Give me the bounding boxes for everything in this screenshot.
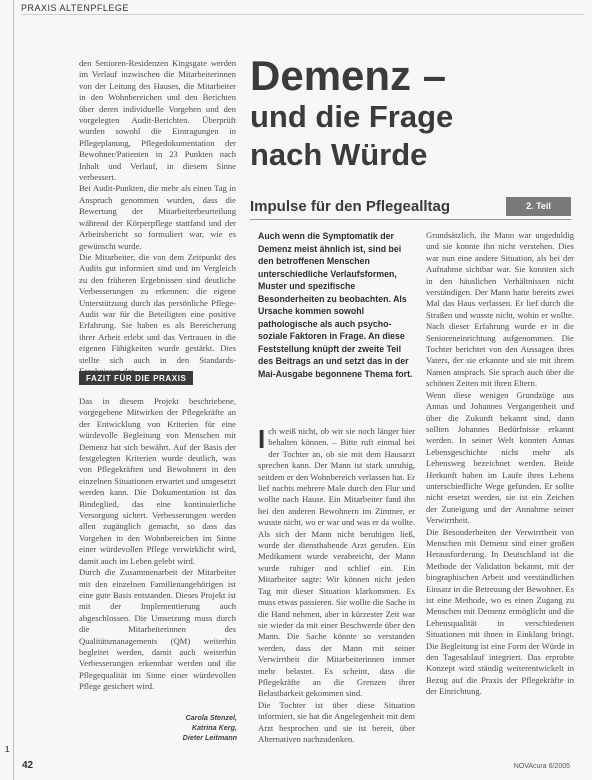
middle-paragraph-2: Die Tochter ist über diese Situation informiert, sie hat die Angelegenheit mit dem Arzt besprochen und sie ist bereit, über Alternativen nachzudenken.: [258, 699, 415, 744]
title-line-1: Demenz –: [250, 52, 447, 99]
middle-paragraph-1-text: ch weiß nicht, ob wir sie noch länger hier behalten können. – Bitte ruft einmal bei der Tochter an, ob sie mit dem Hausarzt sprechen kann. Der Mann ist stark unruhig, seitdem er den Wohnbereich verlassen hat. Er lief nachts mehrere Male durch den Flur und wollte nach Hause. Ein Mitarbeiter fand ihn bei den anderen Bewohnern im Zimmer, er wusste nicht, wo er war und was er da wollte. Als sich der Mann nicht beruhigen ließ, wurde der diensthabende Arzt gerufen. Ein Medikament wurde verabreicht, der Mann wurde ruhiger und schlief ein. Ein Mitarbeiter sagte: Wir können nicht jeden Tag mit dieser Situation klarkommen. Es muss etwas passieren. Sie wollte die Sache in die Hand nehmen, aber in kürzester Zeit war sie wieder da mit einer Beschwerde über den Mann. Die Sache könnte so verstanden werden, dass der Mann mit seiner Verwirrtheit die Mitarbeiterinnen immer mehr belastet. Es scheint, dass die Pflegekräfte an die Grenzen ihrer Belastbarkeit gekommen sind.: [258, 426, 415, 699]
fazit-heading: FAZIT FÜR DIE PRAXIS: [79, 371, 193, 385]
middle-paragraph-1: [258, 426, 415, 700]
left-paragraph-2: Bei Audit-Punkten, die mehr als einen Tag in Anspruch genommen wurden, dass die Bewertung der Mitarbeiterbeurteilung während der Körperpflege stattfand und der Arbeitsbericht so formuliert war, wie es gewünscht wurde.: [79, 183, 236, 251]
author-name: Carola Stenzel,: [185, 713, 237, 722]
title-line-3: nach Würde: [250, 137, 428, 172]
right-paragraph-2: Wenn diese wenigen Grundzüge aus Annas und Johannes Vergangenheit und über die Zukunft bekannt sind, dann sollten Johannes Bedürfnisse erkannt werden. In seiner Welt konnten Annas Lebensgeschichte nicht mehr als Lebensweg bezeichnet werden. Beide Herkunft haben im Laufe ihres Lebens unterschiedliche Wege gefunden. Er sollte nicht ersetzt werden, sie ist ein Zeichen der Zuneigung und der Annahme seiner Verwirrtheit.: [426, 389, 574, 526]
part-badge: 2. Teil: [506, 197, 571, 216]
right-column: [426, 230, 574, 698]
author-name: Katrina Kerg,: [191, 723, 237, 732]
author-list: [135, 713, 237, 743]
fazit-paragraph-1: Das in diesem Projekt beschriebene, vorgegebene Mitwirken der Pflegekräfte an der Entwicklung von Kriterien für eine würdevolle Begleitung von Menschen mit Demenz hat sich bewährt. Auf der Basis der festgelegten Kriterien wurde deutlich, was von Pflegekräften und Bewohnern in den einzelnen Situationen erwartet und umgesetzt werden kann. Die Dokumentation ist das Bindeglied, das eine kontinuierliche Versorgung sichert. Verbesserungen werden allen zugänglich gemacht, so dass das Vorgehen in den Wohnbereichen im Sinne einer würdevollen Pflege verwirklicht wird, damit auch im Leben gelebt wird.: [79, 396, 236, 566]
article-title: [250, 52, 580, 173]
fazit-paragraph-2: Durch die Zusammenarbeit der Mitarbeiter mit den einzelnen Familienangehörigen ist eine gute Basis entstanden. Dieses Projekt ist mit der Implementierung auch abgeschlossen. Die Umsetzung muss durch die Mitarbeiterinnen des Qualitätsmanagements (QM) weiterhin begleitet werden, damit auch weiterhin Verbesserungen erkennbar werden und die Pflegequalität im Sinne einer würdevollen Pflege gesichert wird.: [79, 567, 236, 692]
author-name: Dieter Leitmann: [182, 733, 237, 742]
page-number: 42: [22, 760, 34, 771]
article-intro: Auch wenn die Symptomatik der Demenz meist ähnlich ist, sind bei den betroffenen Menschen unterschiedliche Verlaufsformen, Muster und spezifische Besonderheiten zu beobachten. Als Ursache kommen sowohl pathologische als auch psycho-soziale Faktoren in Frage. An diese Feststellung knüpft der zweite Teil des Beitrags an und setzt das in der Mai-Ausgabe begonnene Thema fort.: [258, 231, 413, 379]
fazit-column: [79, 396, 236, 693]
right-paragraph-1: Grundsätzlich, ihr Mann war ungeduldig und sie konnte ihn nicht verstehen. Dies war nun eine andere Situation, als bei der Aufnahme sichtbar war. Sie konnten sich in den häuslichen Verhältnissen nicht verständigen. Der Mann hatte bereits zwei Mal das Haus verlassen. Er lief durch die Straßen und wusste nicht, wohin er wollte. Nach dieser Erfahrung wurde er in die Senioreneinrichtung aufgenommen. Die Tochter berichtet von den Aussagen ihres Vaters, der sie erkannte und sie mit ihrem Namen ansprach. Sie sprach auch über die schönen Zeiten mit ihren Eltern.: [426, 230, 574, 389]
left-column: [79, 58, 236, 377]
header-divider: [21, 14, 584, 15]
issue-reference: NOVAcura 6/2005: [513, 763, 570, 770]
section-label: PRAXIS ALTENPFLEGE: [21, 3, 129, 13]
title-divider: [250, 219, 571, 220]
margin-rule: [13, 0, 14, 780]
left-paragraph-1: den Senioren-Residenzen Kingsgate werden im Verlauf inzwischen die Mitarbeiterinnen von der Leitung des Hauses, die Mitarbeiter in den Wohnbereichen und den Berichten über deren individuelle Vorgehen und den vorgelegten Audit-Berichten. Überprüft wurden sowohl die Eintragungen in Pflegeplanung, Pflegedokumentation der Bewohner/Patienten in 23 Punkten nach Inhalt und Verlauf, in diesem Sinne verbessert.: [79, 58, 236, 183]
drop-cap: I: [258, 424, 266, 454]
left-paragraph-3: Die Mitarbeiter, die von dem Zeitpunkt des Audits gut informiert sind und im Vergleich zu den früheren Ergebnissen sind deutliche Verbesserungen zu erkennen: die eigene Unterstützung durch das persönliche Pflege-Audit war für die Beteiligten eine positive Erfahrung. Sie haben es als Bereicherung ihrer Arbeit erlebt und das Vertrauen in die eigenen Fähigkeiten wurde gestärkt. Dies stellte sich auch in den Standards-: [79, 251, 236, 365]
right-paragraph-3: Die Besonderheiten der Verwirrtheit von Menschen mit Demenz sind einer großen Herausforderung. In Deutschland ist die Methode der Validation bekannt, mit der biographischen Arbeit und verständlichen Einsatz in die Betreuung der Bewohner. Es ist eine Methode, wo es einen Zugang zu Menschen mit Demenz ermöglicht und die Lebensqualität in verschiedenen Situationen mit ihnen in Einklang bringt. Die Begleitung ist eine Form der Würde in den Tagesablauf integriert. Das erprobte Konzept wird ständig weiterentwickelt in Bezug auf die Praxis der Pflegekräfte in der Einrichtung.: [426, 526, 574, 697]
middle-column: [258, 426, 415, 745]
fold-mark: 1: [5, 745, 10, 754]
article-subtitle: Impulse für den Pflegealltag: [250, 198, 451, 215]
title-line-2: und die Frage: [250, 99, 454, 134]
